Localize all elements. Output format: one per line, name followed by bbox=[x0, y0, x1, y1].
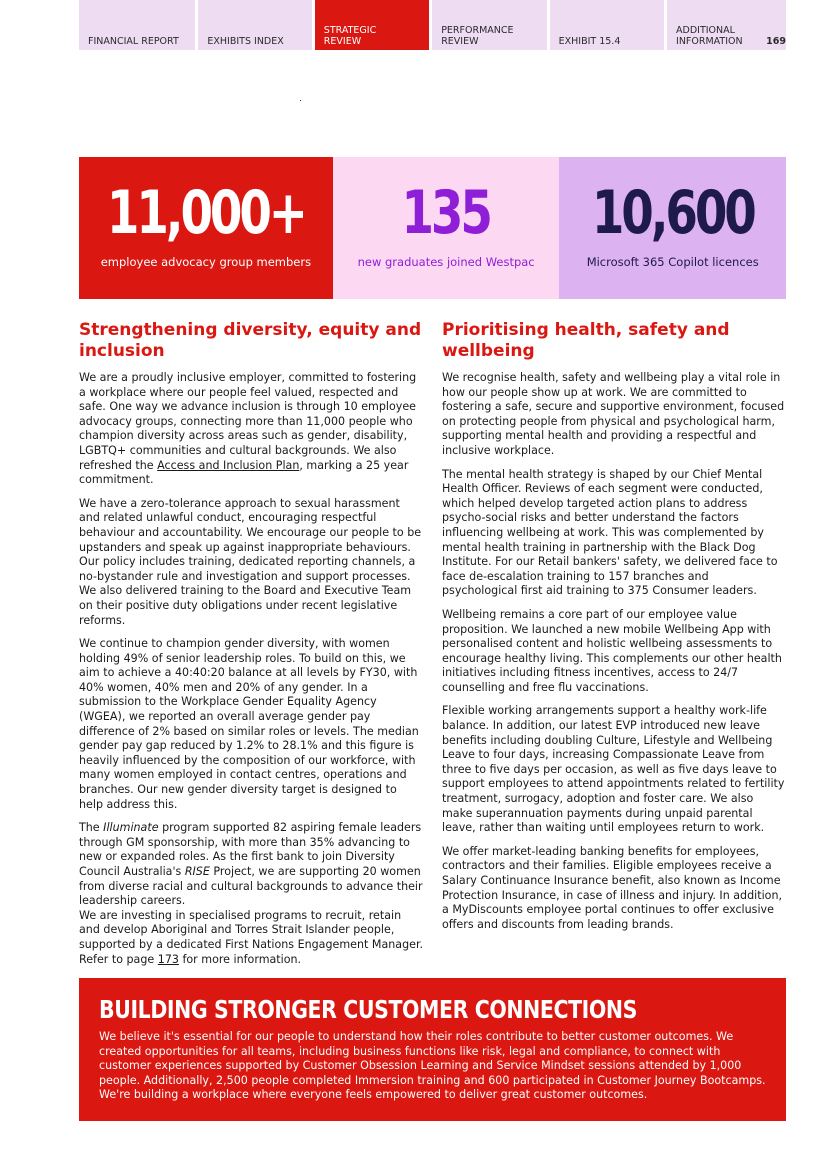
text: Project, we are supporting 20 women from diverse racial and cultural backgrounds to advance their leadership careers. bbox=[79, 865, 423, 908]
tab-label: FINANCIAL REPORT bbox=[88, 36, 179, 47]
stat-label: new graduates joined Westpac bbox=[357, 255, 535, 269]
project-name: RISE bbox=[184, 865, 210, 878]
tab-exhibits-index[interactable] bbox=[198, 0, 311, 50]
paragraph bbox=[79, 371, 424, 488]
tab-label: EXHIBITS INDEX bbox=[207, 36, 284, 47]
wellbeing-section bbox=[442, 320, 787, 941]
tab-label: PERFORMANCE REVIEW bbox=[441, 25, 514, 47]
stat-label: Microsoft 365 Copilot licences bbox=[586, 255, 759, 269]
stat-value: 10,600 bbox=[591, 178, 754, 248]
program-name: Illuminate bbox=[103, 821, 159, 835]
text: program supported 82 aspiring female leaders through GM sponsorship, with more than 35% advancing to new or expanded roles. As the first bank to join Diversity Council Australia's bbox=[79, 821, 422, 878]
tab-exhibit-15-4[interactable] bbox=[550, 0, 664, 50]
stats-panel bbox=[79, 157, 786, 299]
section-heading: Prioritising health, safety and wellbeing bbox=[442, 320, 730, 361]
decorative-dot bbox=[300, 100, 301, 101]
tab-financial-report[interactable] bbox=[79, 0, 195, 50]
top-navigation bbox=[79, 0, 786, 50]
page-number: 169 bbox=[766, 36, 787, 47]
paragraph: We continue to champion gender diversity, with women holding 49% of senior leadership roles. To build on this, we aim to achieve a 40:40:20 balance at all levels by FY30, with 40% women, 40% men and 20% of any gender. In a submission to the Workplace Gender Equality Agency (WGEA), we reported an overall average gender pay difference of 2% based on similar roles or levels. The median gender pay gap reduced by 1.2% to 28.1% and this figure is heavily influenced by the composition of our workforce, with many women employed in contact centres, operations and branches. Our new gender diversity target is designed to help address this. bbox=[79, 637, 419, 811]
paragraph: Flexible working arrangements support a healthy work-life balance. In addition, our latest EVP introduced new leave benefits including doubling Culture, Lifestyle and Wellbeing Leave to four days, increasing Compassionate Leave from three to five days per occasion, as well as five days leave to support employees to attend appointments related to fertility treatment, surrogacy, adoption and foster care. We also make superannuation payments during unpaid parental leave, rather than waiting until employees return to work. bbox=[442, 704, 785, 835]
stat-label: employee advocacy group members bbox=[100, 255, 312, 269]
paragraph: Wellbeing remains a core part of our employee value proposition. We launched a new mobile Wellbeing App with personalised content and holistic wellbeing assessments to encourage healthy living. This complements our other health initiatives including fitness incentives, access to 24/7 counselling and free flu vaccinations. bbox=[442, 607, 782, 694]
access-inclusion-plan-link[interactable]: Access and Inclusion Plan bbox=[157, 458, 300, 472]
stat-advocacy-members bbox=[79, 157, 333, 299]
customer-connections-banner bbox=[79, 978, 786, 1121]
text: The bbox=[79, 821, 104, 835]
banner-heading: BUILDING STRONGER CUSTOMER CONNECTIONS bbox=[99, 995, 638, 1024]
text: We are investing in specialised programs to recruit, retain and develop Aboriginal and Torres Strait Islander people, supported by a dedicated First Nations Engagement Manager. Refer to page bbox=[79, 908, 424, 966]
tab-strategic-review[interactable] bbox=[315, 0, 429, 50]
paragraph: We offer market-leading banking benefits for employees, contractors and their families. Eligible employees receive a Salary Continuance Insurance benefit, also known as Income Protection Insurance, in case of illness and injury. In addition, a MyDiscounts employee portal continues to offer exclusive offers and discounts from leading brands. bbox=[442, 844, 782, 931]
section-heading: Strengthening diversity, equity and inclusion bbox=[79, 320, 422, 361]
text: for more information. bbox=[178, 952, 302, 966]
text: We are a proudly inclusive employer, committed to fostering a workplace where our people feel valued, respected and safe. One way we advance inclusion is through 10 employee advocacy groups, connecting more than 11,000 people who champion diversity across areas such as gender, disability, LGBTQ+ communities and cultural backgrounds. We also refreshed the bbox=[79, 371, 417, 472]
paragraph: We recognise health, safety and wellbeing play a vital role in how our people show up at work. We are committed to fostering a safe, secure and supportive environment, focused on protecting people from physical and psychological harm, supporting mental health and providing a respectful and inclusive workplace. bbox=[442, 371, 785, 457]
banner-text: We believe it's essential for our people to understand how their roles contribute to better customer outcomes. We created opportunities for all teams, including business functions like risk, legal and compliance, to connect with customer experiences supported by Customer Obsession Learning and Service Mindset sessions attended by 1,000 people. Additionally, 2,500 people completed Immersion training and 600 participated in Customer Journey Bootcamps. We're building a workplace where everyone feels empowered to deliver great customer outcomes. bbox=[99, 1030, 766, 1102]
stat-value: 135 bbox=[401, 178, 491, 248]
stat-value: 11,000+ bbox=[106, 178, 305, 248]
tab-label: STRATEGIC REVIEW bbox=[323, 25, 377, 47]
tab-label: EXHIBIT 15.4 bbox=[558, 36, 621, 47]
paragraph bbox=[79, 821, 424, 967]
tab-performance-review[interactable] bbox=[432, 0, 546, 50]
stat-new-graduates bbox=[333, 157, 560, 299]
tab-additional-information[interactable] bbox=[667, 0, 786, 50]
diversity-section bbox=[79, 320, 424, 976]
paragraph: We have a zero-tolerance approach to sexual harassment and related unlawful conduct, encouraging respectful behaviour and accountability. We encourage our people to be upstanders and speak up against inappropriate behaviours. Our policy includes training, dedicated reporting channels, a no-bystander rule and investigation and support processes. We also delivered training to the Board and Executive Team on their positive duty obligations under recent legislative reforms. bbox=[79, 496, 422, 627]
text: , marking a 25 year commitment. bbox=[79, 458, 409, 487]
paragraph: The mental health strategy is shaped by our Chief Mental Health Officer. Reviews of each segment were conducted, which helped develop targeted action plans to address psycho-social risks and better understand the factors influencing wellbeing at work. This was complemented by mental health training in partnership with the Black Dog Institute. For our Retail bankers' safety, we delivered face to face de-escalation training to 157 branches and psychological first aid training to 375 Consumer leaders. bbox=[442, 467, 778, 598]
page-173-link[interactable]: 173 bbox=[157, 952, 179, 966]
stat-copilot-licences bbox=[559, 157, 786, 299]
tab-label: ADDITIONAL INFORMATION bbox=[676, 25, 743, 47]
